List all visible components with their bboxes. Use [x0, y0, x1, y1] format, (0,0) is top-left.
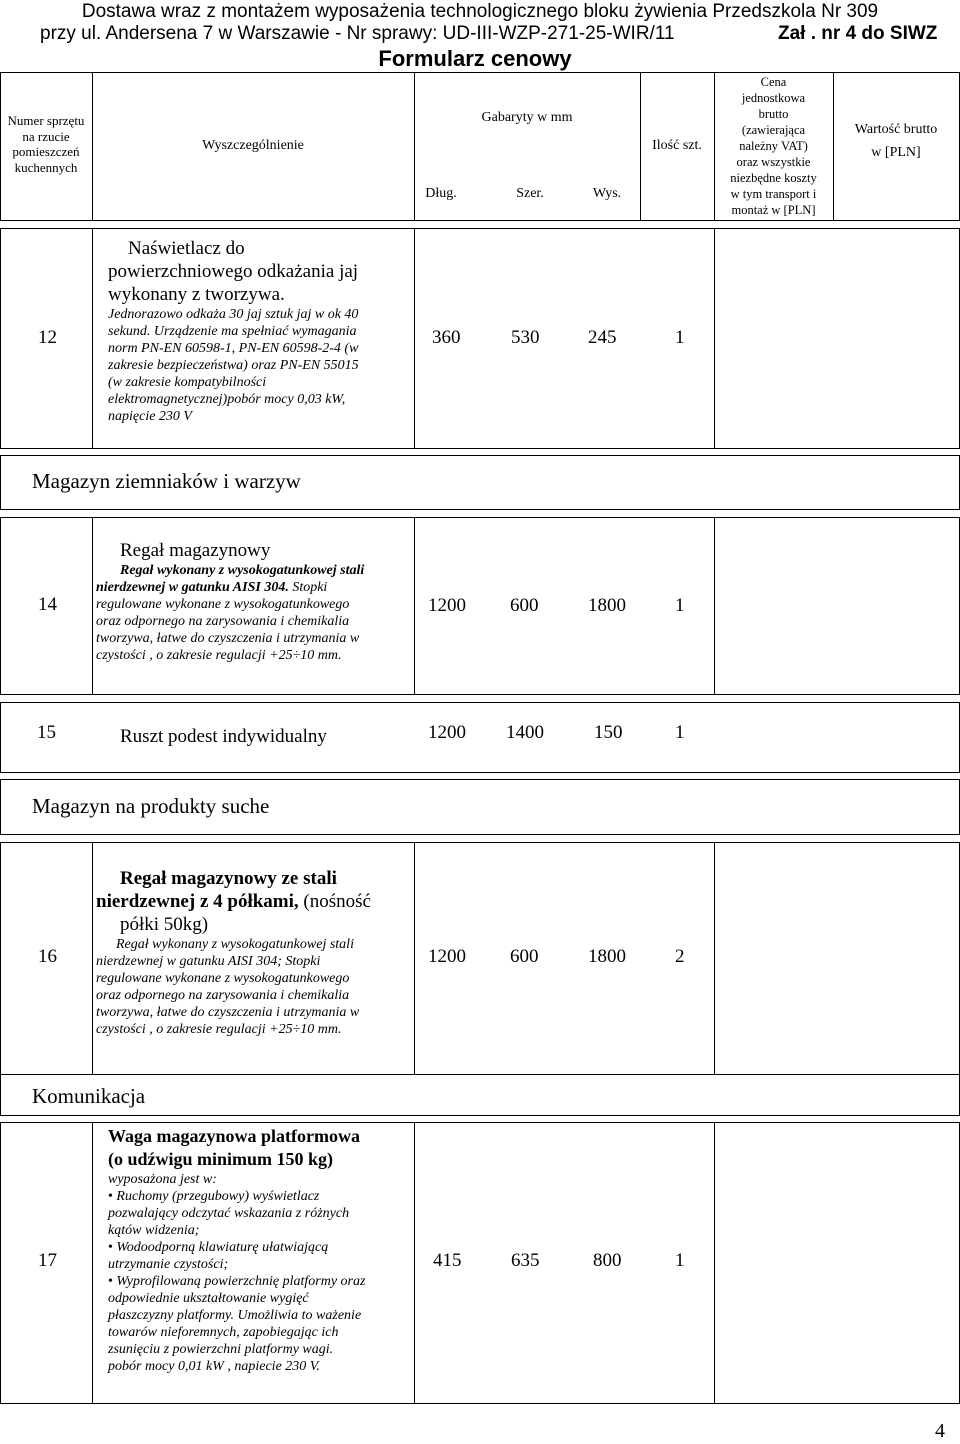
item-length: 360	[432, 327, 461, 348]
item-quantity: 1	[675, 595, 685, 616]
item-description: Jednorazowo odkaża 30 jaj sztuk jaj w ok 40 sekund. Urządzenie ma spełniać wymagania norm PN-EN 60598-1, PN-EN 60598-2-4 (w zakresie bezpieczeństwa) oraz PN-EN 55015 (w zakresie kompatybilności elektromagnetycznej)pobór mocy 0,03 kW, napięcie 230 V	[108, 307, 359, 424]
col-height-header: Wys.	[592, 186, 622, 201]
item-title: Ruszt podest indywidualny	[120, 726, 327, 747]
list-item: • Ruchomy (przegubowy) wyświetlacz	[108, 1188, 414, 1205]
col-dimensions-header: Gabaryty w mm	[481, 110, 573, 125]
item-number: 14	[38, 594, 57, 615]
page-title: Formularz cenowy	[378, 46, 572, 71]
col-length-header: Dług.	[425, 186, 457, 201]
item-title: Naświetlacz do powierzchniowego odkażania jaj wykonany z tworzywa.	[108, 238, 359, 305]
item-width: 635	[511, 1250, 540, 1271]
item-number: 12	[38, 327, 57, 348]
item-quantity: 1	[675, 327, 685, 348]
item-width: 600	[510, 946, 539, 967]
item-height: 150	[594, 722, 623, 743]
item-number: 16	[38, 946, 57, 967]
item-quantity: 1	[675, 1250, 685, 1271]
item-height: 1800	[588, 595, 626, 616]
list-item: • Wyprofilowaną powierzchnię platformy oraz	[108, 1273, 414, 1290]
item-height: 800	[593, 1250, 622, 1271]
section-title: Magazyn na produkty suche	[32, 794, 270, 818]
annex-label: Zał . nr 4 do SIWZ	[778, 23, 938, 44]
item-height: 245	[588, 327, 617, 348]
item-length: 415	[433, 1250, 462, 1271]
item-width: 530	[511, 327, 540, 348]
list-item: • Wodoodporną klawiaturę ułatwiającą	[108, 1239, 414, 1256]
col-unit-price-header: Cena jednostkowa brutto (zawierająca należny VAT) oraz wszystkie niezbędne koszty w tym transport i montaż w [PLN]	[730, 75, 817, 217]
col-number-header: Numer sprzętu na rzucie pomieszczeń kuchennych	[7, 113, 85, 175]
item-description: Regał wykonany z wysokogatunkowej stali nierdzewnej w gatunku AISI 304. Stopki regulowane wykonane z wysokogatunkowego oraz odpornego na zarysowania i chemikalia tworzywa, łatwe do czyszczenia i utrzymania w czystości , o zakresie regulacji +25÷10 mm.	[96, 563, 365, 663]
item-number: 17	[38, 1250, 57, 1271]
header-line-2: przy ul. Andersena 7 w Warszawie - Nr sprawy: UD-III-WZP-271-25-WIR/11	[40, 23, 675, 44]
section-title: Komunikacja	[32, 1084, 146, 1108]
item-description: wyposażona jest w: • Ruchomy (przegubowy) wyświetlacz pozwalający odczytać wskazania z różnych kątów widzenia; • Wodoodporną klawiaturę ułatwiającą utrzymanie czystości; • Wyprofilowaną powierzchnię platformy oraz odpowiednie ukształtowanie wygięć płaszczyzny platformy. Umożliwia to ważenie towarów nieforemnych, zapobiegając ich zsunięciu z powierzchni platformy wagi. pobór mocy 0,01 kW , napiecie 230 V.	[108, 1171, 414, 1375]
item-title: Regał magazynowy ze stali nierdzewnej z 4 półkami, (nośność półki 50kg)	[96, 868, 371, 935]
item-title: Waga magazynowa platformowa (o udźwigu minimum 150 kg)	[108, 1126, 360, 1169]
item-quantity: 1	[675, 722, 685, 743]
col-description-header: Wyszczególnienie	[202, 138, 304, 153]
header-line-1: Dostawa wraz z montażem wyposażenia technologicznego bloku żywienia Przedszkola Nr 309	[81, 1, 879, 22]
col-width-header: Szer.	[516, 186, 544, 201]
item-description: Regał wykonany z wysokogatunkowej stali nierdzewnej w gatunku AISI 304; Stopki regulowane wykonane z wysokogatunkowego oraz odpornego na zarysowania i chemikalia tworzywa, łatwe do czyszczenia i utrzymania w czystości , o zakresie regulacji +25÷10 mm.	[96, 937, 360, 1037]
section-title: Magazyn ziemniaków i warzyw	[32, 469, 301, 493]
item-length: 1200	[428, 722, 466, 743]
page-number: 4	[935, 1420, 945, 1442]
item-height: 1800	[588, 946, 626, 967]
item-length: 1200	[428, 595, 466, 616]
col-total-header: Wartość brutto w [PLN]	[854, 122, 938, 160]
item-quantity: 2	[675, 946, 685, 967]
item-width: 1400	[506, 722, 544, 743]
item-width: 600	[510, 595, 539, 616]
item-title: Regał magazynowy	[120, 540, 271, 561]
item-length: 1200	[428, 946, 466, 967]
col-quantity-header: Ilość szt.	[652, 138, 702, 153]
item-number: 15	[37, 722, 56, 743]
